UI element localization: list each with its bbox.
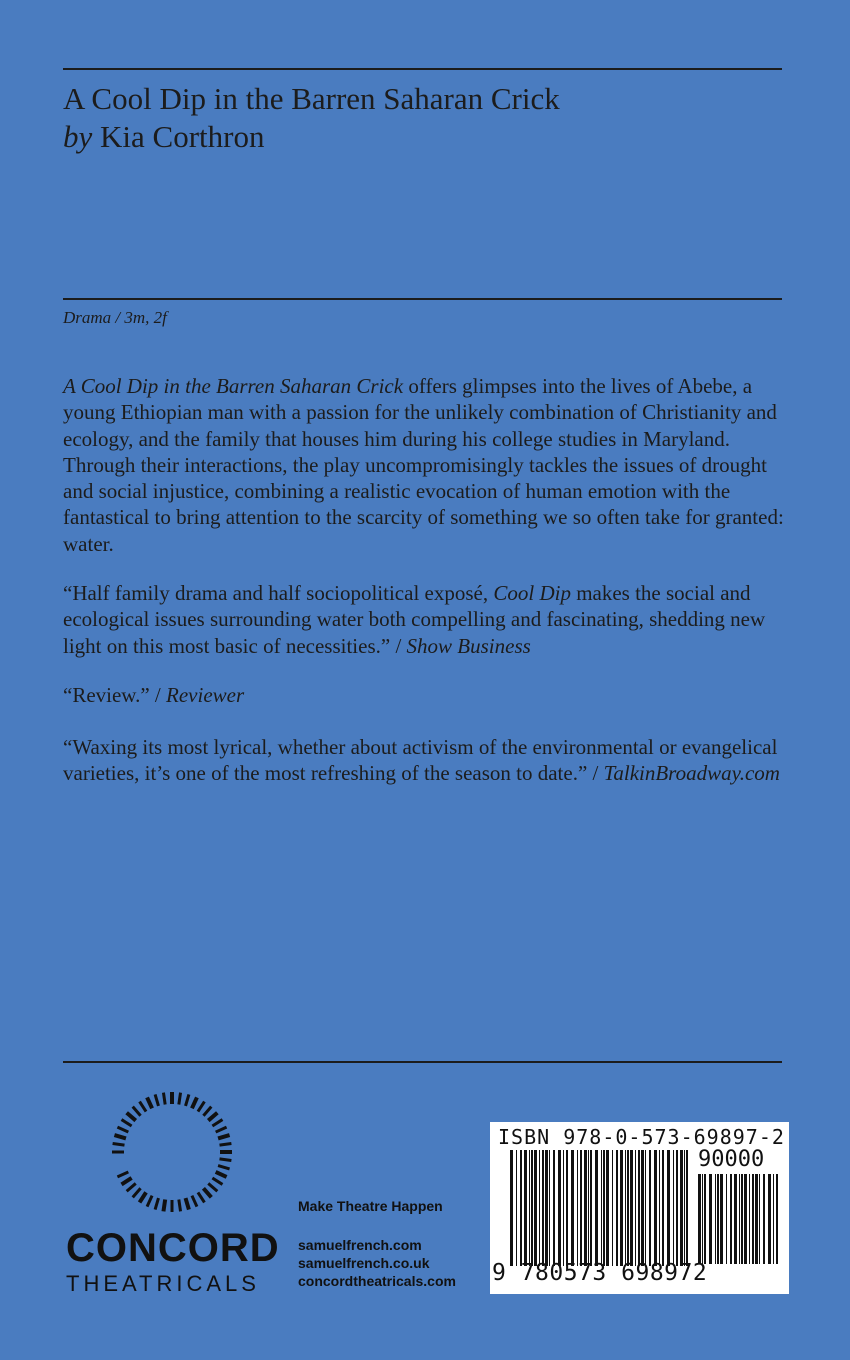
website-link[interactable]: concordtheatricals.com bbox=[298, 1273, 456, 1289]
barcode-box bbox=[490, 1122, 789, 1294]
website-link[interactable]: samuelfrench.co.uk bbox=[298, 1255, 430, 1271]
book-title: A Cool Dip in the Barren Saharan Crick bbox=[63, 81, 560, 116]
addon-barcode-icon bbox=[698, 1174, 780, 1264]
title-block bbox=[63, 80, 782, 156]
quote-text: makes the social and ecological issues surrounding water both compelling and fascinating, shedding new light on this most basic of necessities.” / bbox=[63, 581, 766, 658]
top-rule bbox=[63, 68, 782, 70]
website-link[interactable]: samuelfrench.com bbox=[298, 1237, 422, 1253]
logo-name: CONCORD bbox=[66, 1226, 280, 1270]
review-quote bbox=[63, 580, 783, 659]
blurb-title: A Cool Dip in the Barren Saharan Crick bbox=[63, 374, 404, 398]
ean-digits: 9 780573 698972 bbox=[492, 1260, 708, 1286]
byline bbox=[63, 118, 782, 156]
isbn-label: ISBN 978-0-573-69897-2 bbox=[498, 1125, 785, 1149]
genre-cast: Drama / 3m, 2f bbox=[63, 308, 167, 327]
blurb-text: offers glimpses into the lives of Abebe, a young Ethiopian man with a passion for the unlikely combination of Christianity and ecology, and the family that houses him during his college studies in Maryland. Through their interactions, the play uncompromisingly tackles the issues of drought and social injustice, combining a realistic evocation of human emotion with the fantastical to bring attention to the scarcity of something we so often take for granted: water. bbox=[63, 374, 784, 556]
by-word: by bbox=[63, 119, 93, 154]
quote-source: TalkinBroadway.com bbox=[603, 761, 780, 786]
bottom-rule bbox=[63, 1061, 782, 1063]
concord-logo bbox=[66, 1090, 281, 1296]
review-quote bbox=[63, 734, 783, 787]
author-name: Kia Corthron bbox=[100, 119, 265, 154]
price-addon: 90000 bbox=[698, 1147, 765, 1172]
website-list bbox=[298, 1236, 456, 1290]
review-quote bbox=[63, 682, 783, 708]
quote-source: Show Business bbox=[406, 633, 531, 658]
quote-text: “Half family drama and half sociopolitical exposé, bbox=[63, 581, 494, 605]
quote-italic: Cool Dip bbox=[493, 581, 571, 605]
logo-subtitle: THEATRICALS bbox=[66, 1271, 260, 1296]
logo-ring-icon bbox=[110, 1090, 234, 1214]
tagline: Make Theatre Happen bbox=[298, 1198, 443, 1214]
quote-text: “Waxing its most lyrical, whether about activism of the environmental or evangelical varieties, it’s one of the most refreshing of the season to date.” / bbox=[63, 735, 778, 786]
blurb bbox=[63, 373, 793, 557]
barcode-bars-icon bbox=[510, 1150, 690, 1266]
middle-rule bbox=[63, 298, 782, 300]
quote-text: “Review.” / bbox=[63, 683, 167, 707]
quote-source: Reviewer bbox=[166, 683, 245, 707]
